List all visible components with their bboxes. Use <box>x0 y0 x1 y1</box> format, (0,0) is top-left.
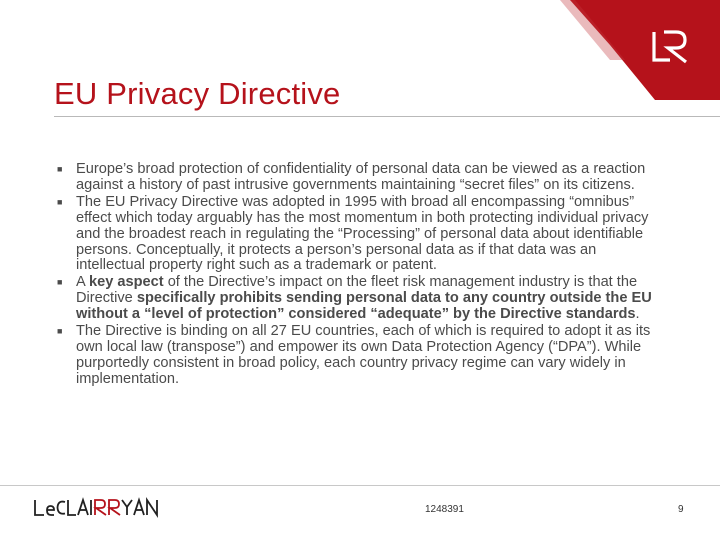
list-item <box>57 275 657 323</box>
square-bullet-icon: ■ <box>57 164 63 174</box>
square-bullet-icon: ■ <box>57 326 63 337</box>
list-item <box>57 162 657 194</box>
footer-divider <box>0 485 720 486</box>
bullet-text-part: of the Directive’s impact on the fleet risk management industry is that the Directive <box>76 274 638 307</box>
bullet-text-part: . <box>635 306 640 323</box>
square-bullet-icon: ■ <box>57 196 63 207</box>
bullet-text: Europe’s broad protection of confidentiality of personal data can be viewed as a reaction against a history of past intrusive governments maintaining “secret files” on its citizens. <box>76 161 646 193</box>
bullet-text-bold: specifically prohibits sending personal data to any country outside the EU without a “level of protection” considered “adequate” by the Directive standards <box>76 290 652 323</box>
page-number: 9 <box>678 504 684 515</box>
list-item <box>57 195 657 275</box>
bullet-list <box>57 162 657 389</box>
list-item <box>57 324 657 388</box>
title-divider <box>54 116 720 117</box>
square-bullet-icon: ■ <box>57 277 63 288</box>
document-id: 1248391 <box>425 504 464 515</box>
bullet-text-bold: key aspect <box>88 274 164 291</box>
bullet-text: The Directive is binding on all 27 EU countries, each of which is required to adopt it as its own local law (transpose”) and empower its own Data Protection Agency (“DPA”). While purportedly consistent in broad policy, each country privacy regime can vary widely in implementation. <box>76 323 651 387</box>
bullet-text: The EU Privacy Directive was adopted in 1995 with broad all encompassing “omnibus” effect which today arguably has the most momentum in both protecting individual privacy and the broadest reach in regulating the “Processing” of personal data about identifiable persons. Conceptually, it protects a person’s personal data as if that data was an intellectual property right such as a trademark or patent. <box>76 193 649 274</box>
bullet-text-part: A <box>76 274 89 291</box>
page-title: EU Privacy Directive <box>54 76 341 111</box>
leclairryan-logo <box>32 496 162 518</box>
